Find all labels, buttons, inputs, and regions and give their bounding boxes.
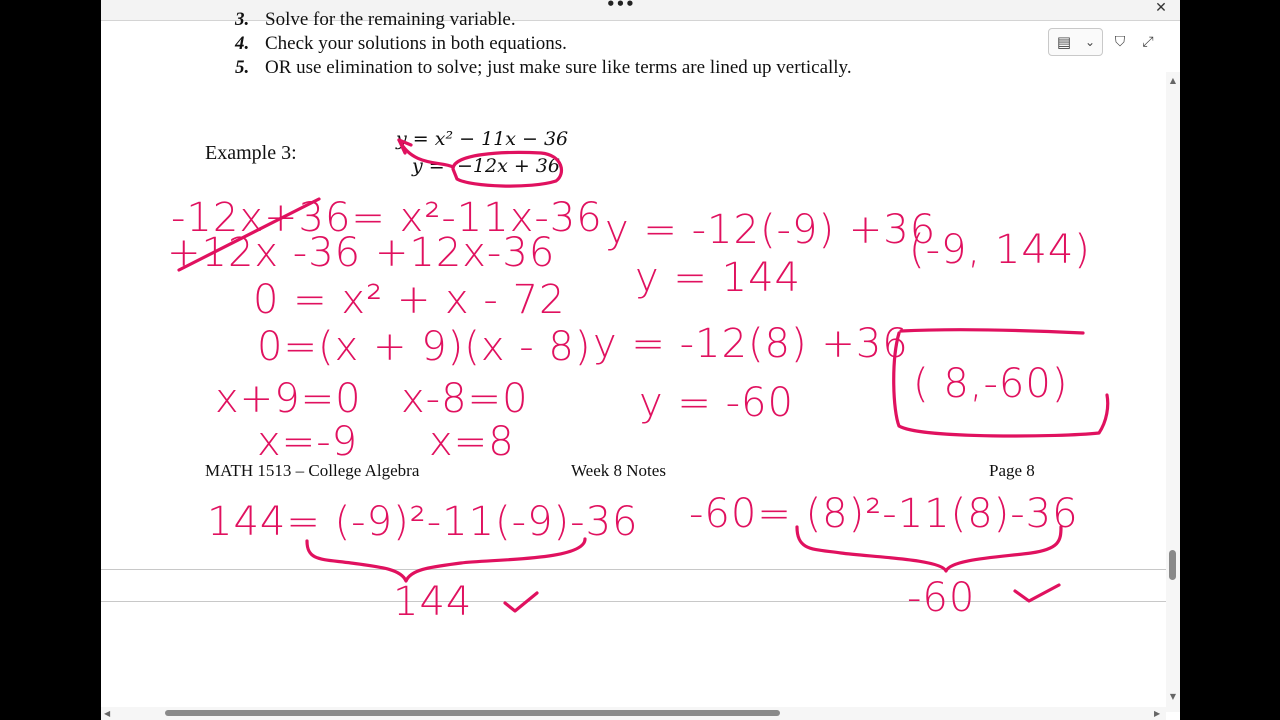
expand-icon[interactable]: ⤢ — [1142, 34, 1154, 50]
more-options-icon[interactable]: ••• — [606, 0, 635, 13]
ink-sub-2: y = -12(8) +36 — [593, 321, 909, 367]
step-number: 3. — [235, 9, 250, 30]
equation-2-right: −12x + 36 — [457, 155, 560, 177]
footer-page: Page 8 — [989, 461, 1035, 480]
ink-line-4: 0=(x + 9)(x - 8) — [257, 324, 592, 370]
footer-week: Week 8 Notes — [571, 461, 666, 480]
ink-sub-1: y = -12(-9) +36 — [605, 207, 937, 253]
ink-checkmark-2 — [1015, 585, 1059, 601]
ink-line-6a: x=-9 — [257, 419, 359, 465]
ink-brace-1 — [307, 539, 585, 581]
ink-point-1: (-9, 144) — [909, 227, 1091, 273]
step-text: OR use elimination to solve; just make sure like terms are lined up vertically. — [265, 57, 852, 78]
scroll-up-icon[interactable]: ▲ — [1169, 76, 1177, 85]
note-page — [101, 9, 1166, 707]
example-label: Example 3: — [205, 142, 297, 164]
step-number: 5. — [235, 57, 250, 78]
ink-line-5b: x-8=0 — [401, 376, 529, 422]
equation-2-left: y = — [412, 155, 445, 177]
step-text: Solve for the remaining variable. — [265, 9, 516, 30]
ink-check-2: -60= (8)²-11(8)-36 — [689, 491, 1079, 537]
ink-line-2: +12x -36 +12x-36 — [167, 230, 556, 276]
notebook-icon[interactable]: ▤ — [1056, 33, 1072, 51]
close-icon[interactable]: ✕ — [1155, 0, 1167, 16]
filter-icon[interactable]: ⛉ — [1114, 34, 1126, 50]
ink-check-1: 144= (-9)²-11(-9)-36 — [207, 499, 639, 545]
scroll-right-icon[interactable]: ▶ — [1154, 709, 1161, 718]
ink-line-5a: x+9=0 — [215, 376, 362, 422]
step-text: Check your solutions in both equations. — [265, 33, 567, 54]
ink-point-2: ( 8,-60) — [913, 361, 1069, 407]
ink-line-3: 0 = x² + x - 72 — [253, 277, 566, 323]
vertical-scroll-thumb[interactable] — [1169, 550, 1176, 580]
document-viewer-window — [101, 0, 1180, 720]
ink-sub-2-result: y = -60 — [639, 380, 794, 426]
ink-line-1: -12x+36= x²-11x-36 — [171, 195, 603, 241]
handwriting-ink-layer — [101, 21, 1166, 707]
vertical-scrollbar[interactable] — [1166, 72, 1180, 712]
horizontal-scroll-thumb[interactable] — [165, 710, 780, 716]
equation-1: y = x² − 11x − 36 — [396, 128, 569, 150]
step-number: 4. — [235, 33, 250, 54]
ink-circle — [453, 152, 561, 186]
notebook-toolbar-group[interactable] — [1048, 28, 1103, 56]
scroll-down-icon[interactable]: ▼ — [1169, 692, 1177, 701]
ink-sub-1-result: y = 144 — [635, 255, 801, 301]
scroll-left-icon[interactable]: ◀ — [104, 709, 111, 718]
ink-check-2-result: -60 — [907, 575, 976, 621]
ink-check-1-result: 144 — [393, 579, 473, 625]
horizontal-scrollbar[interactable] — [101, 707, 1166, 720]
chevron-down-icon[interactable]: ⌄ — [1084, 35, 1096, 49]
ink-checkmark-1 — [505, 593, 537, 611]
ink-line-6b: x=8 — [429, 419, 515, 465]
footer-course: MATH 1513 – College Algebra — [205, 461, 420, 480]
